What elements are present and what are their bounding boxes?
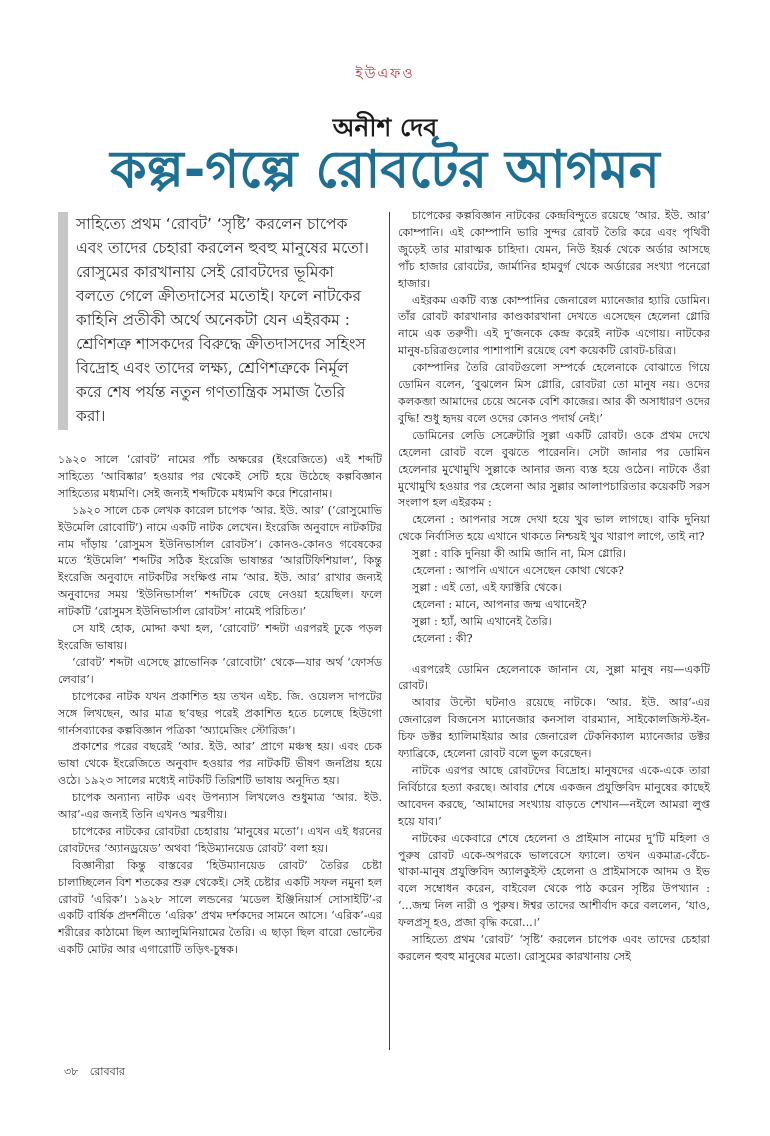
right-column: [398, 208, 710, 1053]
paragraph: ডোমিনের লেডি সেক্রেটারি সুল্লা একটি রোবট। ওকে প্রথম দেখে হেলেনা রোবট বলে বুঝতে পারেননি। সেটা জানার পর ডোমিন হেলেনার মুখোমুখি সুল্লাকে আনার জন্য ব্যস্ত হয়ে ওঠেন। নাটকে ওঁরা মুখোমুখি হওয়ার পর হেলেনা আর সুল্লার আলাপচারিতার কয়েকটি সরস সংলাপ হল এইরকম :: [398, 428, 710, 510]
paragraph: নাটকের একেবারে শেষে হেলেনা ও প্রাইমাস নামের দু’টি মহিলা ও পুরুষ রোবট একে-অপরকে ভালবেসে ফ্যালে। তখন একমাত্র-বেঁচে-থাকা-মানুষ প্রযুক্তিবিদ অ্যালকুইস্ট হেলেনা ও প্রাইমাসকে আদম ও ইভ বলে সম্বোধন করেন, বাইবেল থেকে পাঠ করেন সৃষ্টির উপখ্যান : ‘...জন্ম নিল নারী ও পুরুষ। ঈশ্বর তাদের আশীর্বাদ করে বললেন, ‘যাও, ফলপ্রসূ হও, প্রজা বৃদ্ধি করো...।’: [398, 831, 710, 930]
paragraph: নাটকে এরপর আছে রোবটদের বিদ্রোহ। মানুষদের একে-একে তারা নির্বিচারে হত্যা করছে। আবার শেষে একজন প্রযুক্তিবিদ মানুষের কাছেই আবেদন করছে, ‘আমাদের সংখ্যায় বাড়তে শেখান—নইলে আমরা লুপ্ত হয়ে যাব।’: [398, 764, 710, 828]
dialogue-block: [398, 512, 710, 647]
intro-paragraph: [76, 212, 376, 428]
paragraph: এরপরেই ডোমিন হেলেনাকে জানান যে, সুল্লা মানুষ নয়—একটি রোবট।: [398, 662, 710, 693]
dialogue-line: হেলেনা : আপনার সঙ্গে দেখা হয়ে খুব ভাল লাগছে। বাকি দুনিয়া থেকে নির্বাসিত হয়ে এখানে থাকতে নিশ্চয়ই খুব খারাপ লাগে, তাই না?: [398, 513, 710, 544]
page-number: ৩৮: [64, 1065, 79, 1078]
spacer: [398, 648, 710, 662]
dialogue-line: হেলেনা : আপনি এখানে এসেছেন কোথা থেকে?: [412, 564, 624, 578]
paragraph: আবার উল্টো ঘটনাও রয়েছে নাটকে। ‘আর. ইউ. আর’-এর জেনারেল বিজনেস ম্যানেজার কনসাল বারম্যান, সাইকোলজিস্ট-ইন-চিফ ডক্টর হ্যালিমাইয়ার আর জেনারেল টেকনিক্যাল ম্যানেজার ডক্টর ফ্যাব্রিকে, হেলেনা রোবট বলে ভুল করেছেন।: [398, 696, 710, 761]
dialogue-line: হেলেনা : মানে, আপনার জন্ম এখানেই?: [412, 597, 587, 611]
left-column: [58, 452, 382, 1052]
article-headline: কল্প-গল্পে রোবটের আগমন: [110, 140, 660, 200]
publication-name: রোববার: [89, 1065, 125, 1078]
paragraph: সাহিত্যে প্রথম ‘রোবট’ ‘সৃষ্টি’ করলেন চাপেক এবং তাদের চেহারা করলেন হুবহু মানুষের মতো। রোসুমের কারখানায় সেই: [398, 933, 710, 963]
paragraph: প্রকাশের পরের বছরেই ‘আর. ইউ. আর’ প্রাগে মঞ্চস্থ হয়। এবং চেক ভাষা থেকে ইংরেজিতে অনুবাদ হওয়ার পর নাটকটি ভীষণ জনপ্রিয় হয়ে ওঠে। ১৯২৩ সালের মধ্যেই নাটকটি তিরিশটি ভাষায় অনূদিত হয়।: [58, 740, 382, 788]
paragraph: বিজ্ঞানীরা কিন্তু বাস্তবের ‘হিউম্যানয়েড রোবট’ তৈরির চেষ্টা চালাচ্ছিলেন বিশ শতকের শুরু থেকেই। সেই চেষ্টার একটি সফল নমুনা হল রোবট ‘এরিক’। ১৯২৮ সালে লন্ডনের ‘মডেল ইঞ্জিনিয়ার্স সোসাইটি’-র একটি বার্ষিক প্রদর্শনীতে ‘এরিক’ প্রথম দর্শকদের সামনে আসে। ‘এরিক’-এর শরীরের কাঠামো ছিল অ্যালুমিনিয়ামের তৈরি। এ ছাড়া ছিল বারো ভোল্টের একটি মোটর আর এগারোটি তড়িৎ-চুম্বক।: [58, 858, 382, 957]
dialogue-line: সুল্লা : হ্যাঁ, আমি এখানেই তৈরি।: [412, 614, 552, 628]
paragraph: ১৯২০ সালে চেক লেখক কারেল চাপেক ‘আর. ইউ. আর’ (‘রোসুমোভি ইউমেলি রোবোটি’) নামে একটি নাটক লেখেন। ইংরেজি অনুবাদে নাটকটির নাম দাঁড়ায় ‘রোসুমস ইউনিভার্সাল রোবটস’। কোনও-কোনও গবেষকের মতে ‘ইউমেলি’ শব্দটির সঠিক ইংরেজি ভাষান্তর ‘আরটিফিশিয়াল’, কিন্তু ইংরেজি অনুবাদে নাটকটির সংক্ষিপ্ত নাম ‘আর. ইউ. আর’ রাখার জন্যই অনুবাদের সময় ‘ইউনিভার্সাল’ শব্দটিকে বেছে নেওয়া হয়েছিল। ফলে নাটকটি ‘রোসুমস ইউনিভার্সাল রোবটস’ নামেই পরিচিত।’: [58, 503, 382, 619]
author-name: অনীশ দেব: [332, 113, 438, 142]
section-kicker: ইউএফও: [355, 66, 415, 82]
paragraph: চাপেকের কল্পবিজ্ঞান নাটকের কেন্দ্রবিন্দুতে রয়েছে ‘আর. ইউ. আর’ কোম্পানি। এই কোম্পানি ভারি সুন্দর রোবট তৈরি করে এবং পৃথিবী জুড়েই তার মারাত্মক চাহিদা। যেমন, নিউ ইয়র্ক থেকে অর্ডার আসছে পাঁচ হাজার রোবটের, জার্মানির হামবুর্গ থেকে অর্ডারের সংখ্যা পনেরো হাজার।: [398, 209, 710, 290]
paragraph: চাপেকের নাটক যখন প্রকাশিত হয় তখন এইচ. জি. ওয়েলস দাপটের সঙ্গে লিখছেন, আর মাত্র ছ’বছর পরেই প্রকাশিত হতে চলেছে হিউগো গার্নসব্যাকের কল্পবিজ্ঞান পত্রিকা ‘অ্যামেজিং স্টোরিজ’।: [58, 689, 382, 737]
paragraph: ১৯২০ সালে ‘রোবট’ নামের পাঁচ অক্ষরের (ইংরেজিতে) এই শব্দটি সাহিত্যে ‘আবিষ্কার’ হওয়ার পর থেকেই সেটি হয়ে উঠেছে কল্পবিজ্ঞান সাহিত্যের মধ্যমণি। সেই জন্যই শব্দটিকে মধ্যমণি করে শিরোনাম।: [58, 453, 382, 500]
intro-text: সাহিত্যে প্রথম ‘রোবট’ ‘সৃষ্টি’ করলেন চাপেক এবং তাদের চেহারা করলেন হুবহু মানুষের মতো। রোসুমের কারখানায় সেই রোবটদের ভূমিকা বলতে গেলে ক্রীতদাসের মতোই। ফলে নাটকের কাহিনি প্রতীকী অর্থে অনেকটা যেন এইরকম : শ্রেণিশত্রু শাসকদের বিরুদ্ধে ক্রীতদাসদের সহিংস বিদ্রোহ এবং তাদের লক্ষ্য, শ্রেণিশত্রুকে নির্মূল করে শেষ পর্যন্ত নতুন গণতান্ত্রিক সমাজ তৈরি করা।: [76, 215, 369, 425]
paragraph: ‘রোবট’ শব্দটা এসেছে স্লাভোনিক ‘রোবোটা’ থেকে—যার অর্থ ‘ফোর্সড লেবার’।: [58, 655, 382, 686]
paragraph: চাপেক অন্যান্য নাটক এবং উপন্যাস লিখলেও শুধুমাত্র ‘আর. ইউ. আর’-এর জন্যই তিনি এখনও স্মরণীয়।: [58, 791, 382, 822]
dialogue-line: সুল্লা : বাকি দুনিয়া কী আমি জানি না, মিস গ্লোরি।: [412, 547, 626, 561]
column-divider: [389, 212, 390, 1050]
paragraph: এইরকম একটি ব্যস্ত কোম্পানির জেনারেল ম্যানেজার হ্যারি ডোমিন। তাঁর রোবট কারখানার কাণ্ডকারখানা দেখতে এসেছেন হেলেনা গ্লোরি নামে এক তরুণী। এই দু’জনকে কেন্দ্র করেই নাটক এগোয়। নাটকের মানুষ-চরিত্রগুলোর পাশাপাশি রয়েছে বেশ কয়েকটি রোবট-চরিত্র।: [398, 293, 710, 358]
dialogue-line: হেলেনা : কী?: [412, 631, 473, 645]
paragraph: কোম্পানির তৈরি রোবটগুলো সম্পর্কে হেলেনাকে বোঝাতে গিয়ে ডোমিন বলেন, ‘বুঝলেন মিস গ্লোরি, রোবটরা তো মানুষ নয়। ওদের কলকব্জা আমাদের চেয়ে অনেক বেশি কাজের। আর কী অসাধারণ ওদের বুদ্ধি! শুধু হৃদয় বলে ওদের কোনও পদার্থ নেই।’: [398, 361, 710, 425]
paragraph: সে যাই হোক, মোদ্দা কথা হল, ‘রোবোট’ শব্দটা এরপরই ঢুকে পড়ল ইংরেজি ভাষায়।: [58, 622, 382, 652]
dialogue-line: সুল্লা : এই তো, এই ফ্যাক্টরি থেকে।: [412, 580, 562, 594]
paragraph: চাপেকের নাটকের রোবটরা চেহারায় ‘মানুষের মতো’। এখন এই ধরনের রোবটদের ‘অ্যানড্রয়েড’ অথবা ‘হিউম্যানয়েড রোবট’ বলা হয়।: [58, 824, 382, 855]
page-footer: [64, 1063, 125, 1082]
intro-accent-bar: [58, 212, 68, 430]
